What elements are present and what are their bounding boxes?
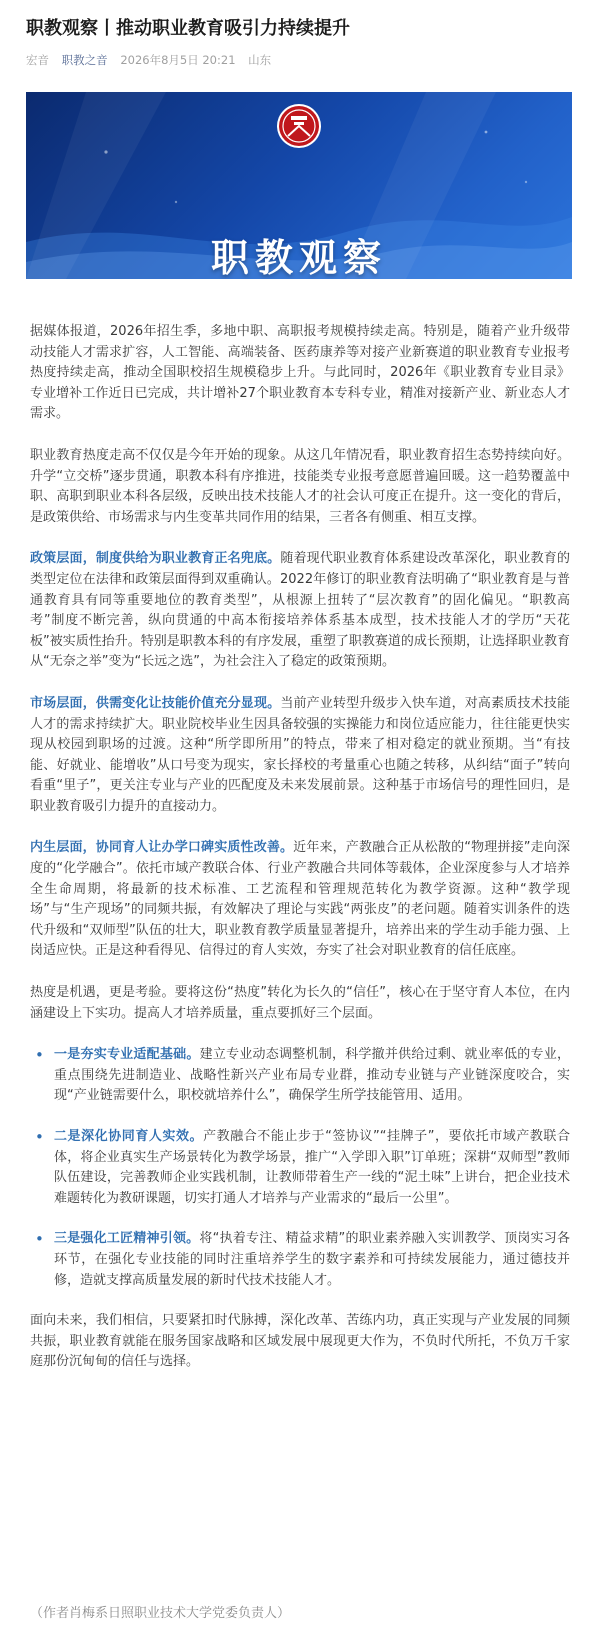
article-meta — [26, 51, 280, 69]
list-item-body: 建立专业动态调整机制，科学撤并供给过剩、就业率低的专业，重点围绕先进制造业、战略性新兴产业布局专业群，推动专业链与产业链深度咬合，实现“产业链需要什么，职校就培养什么”，确保学生所学技能管用、适用。 — [54, 1047, 570, 1104]
author-note: （作者肖梅系日照职业技术大学党委负责人） — [30, 1606, 291, 1621]
paragraph — [30, 549, 570, 673]
list-item — [30, 1127, 570, 1209]
paragraph: 面向未来，我们相信，只要紧扣时代脉搏，深化改革、苦练内功，真正实现与产业发展的同频共振，职业教育就能在服务国家战略和区域发展中展现更大作为，不负时代所托，不负万千家庭那份沉甸甸的信任与选择。 — [30, 1313, 570, 1370]
list-item-lead: 一是夯实专业适配基础。 — [54, 1047, 200, 1063]
list-item-lead: 二是深化协同育人实效。 — [54, 1129, 204, 1144]
article-title: 职教观察丨推动职业教育吸引力持续提升 — [26, 18, 350, 39]
article-body — [30, 322, 570, 1394]
banner-heading: 职教观察 — [210, 236, 387, 279]
list-item-lead: 三是强化工匠精神引领。 — [54, 1231, 200, 1247]
paragraph-body: 近年来，产教融合正从松散的“物理拼接”走向深度的“化学融合”。依托市域产教联合体、行业产教融合共同体等载体，企业深度参与人才培养全生命周期，将最新的技术标准、工艺流程和管理规范转化为教学资源。这种“教学现场”与“生产现场”的同频共振，有效解决了理论与实践“两张皮”的老问题。随着实训条件的迭代升级和“双师型”队伍的壮大，职业教育教学质量显著提升，培养出来的学生动手能力强、上岗适应快。正是这种看得见、信得过的育人实效，夯实了社会对职业教育的信任底座。 — [30, 840, 570, 959]
list-item-body: 产教融合不能止步于“签协议”“挂牌子”，要依托市域产教联合体，将企业真实生产场景转化为教学场景，推广“入学即入职”订单班；深耕“双师型”教师队伍建设，完善教师企业实践机制，让教师带着生产一线的“泥土味”上讲台，把企业技术难题转化为教研课题，切实打通人才培养与产业需求的“最后一公里”。 — [54, 1129, 570, 1206]
paragraph-body: 当前产业转型升级步入快车道，对高素质技术技能人才的需求持续扩大。职业院校毕业生因具备较强的实操能力和岗位适应能力，往往能更快实现从校园到职场的过渡。这种“所学即所用”的特点，带来了相对稳定的就业预期。当“有技能、好就业、能增收”从口号变为现实，家长择校的考量重心也随之转移，从纠结“面子”转向看重“里子”，更关注专业与产业的匹配度及未来发展前景。这种基于市场信号的理性回归，是职业教育吸引力提升的直接动力。 — [30, 695, 570, 814]
bullet-dot-icon: • — [35, 1230, 44, 1249]
bullet-list — [30, 1045, 570, 1291]
paragraph — [30, 694, 570, 818]
list-item — [30, 1045, 570, 1107]
paragraph-lead: 内生层面，协同育人让办学口碑实质性改善。 — [30, 840, 294, 856]
list-item-body: 将“执着专注、精益求精”的职业素养融入实训教学、顶岗实习各环节，在强化专业技能的同时注重培养学生的数字素养和可持续发展能力，通过德技并修，造就支撑高质量发展的新时代技术技能人才。 — [54, 1231, 570, 1288]
account-name-link[interactable]: 职教之音 — [61, 53, 108, 67]
publish-location: 山东 — [248, 53, 272, 67]
author-name: 宏音 — [26, 53, 49, 67]
paragraph: 职业教育热度走高不仅仅是今年开始的现象。从这几年情况看，职业教育招生态势持续向好。升学“立交桥”逐步贯通，职教本科有序推进，技能类专业报考意愿普遍回暖。这一趋势覆盖中职、高职到职业本科各层级，反映出技术技能人才的社会认可度正在提升。这一变化的背后，是政策供给、市场需求与内生变革共同作用的结果，三者各有侧重、相互支撑。 — [30, 447, 570, 525]
publish-datetime: 2026年8月5日 20:21 — [120, 53, 236, 67]
paragraph-body: 随着现代职业教育体系建设改革深化，职业教育的类型定位在法律和政策层面得到双重确认。2022年修订的职业教育法明确了“职业教育是与普通教育具有同等重要地位的教育类型”，从根源上扭转了“层次教育”的固化偏见。“职教高考”制度不断完善，纵向贯通的中高本衔接培养体系基本成型，技术技能人才的学历“天花板”被实质性抬升。特别是职教本科的有序发展，重塑了职教赛道的成长预期，让选择职业教育从“无奈之举”变为“长远之选”，为社会注入了稳定的政策预期。 — [30, 551, 570, 670]
seal-emblem-icon — [277, 104, 321, 148]
paragraph: 热度是机遇，更是考验。要将这份“热度”转化为长久的“信任”，核心在于坚守育人本位，在内涵建设上下实功。提高人才培养质量，重点要抓好三个层面。 — [30, 985, 570, 1021]
paragraph-lead: 政策层面，制度供给为职业教育正名兜底。 — [30, 551, 281, 567]
bullet-dot-icon: • — [35, 1128, 44, 1146]
bullet-dot-icon: • — [35, 1046, 44, 1065]
paragraph — [30, 838, 570, 962]
article-banner-image — [26, 92, 572, 279]
paragraph: 据媒体报道，2026年招生季，多地中职、高职报考规模持续走高。特别是，随着产业升级带动技能人才需求扩容，人工智能、高端装备、医药康养等对接产业新赛道的职业教育专业报考热度持续走高，推动全国职校招生规模稳步上升。与此同时，2026年《职业教育专业目录》专业增补工作近日已完成，共计增补27个职业教育本专科专业，精准对接新产业、新业态人才需求。 — [30, 324, 570, 422]
list-item — [30, 1229, 570, 1291]
paragraph-lead: 市场层面，供需变化让技能价值充分显现。 — [30, 695, 281, 711]
